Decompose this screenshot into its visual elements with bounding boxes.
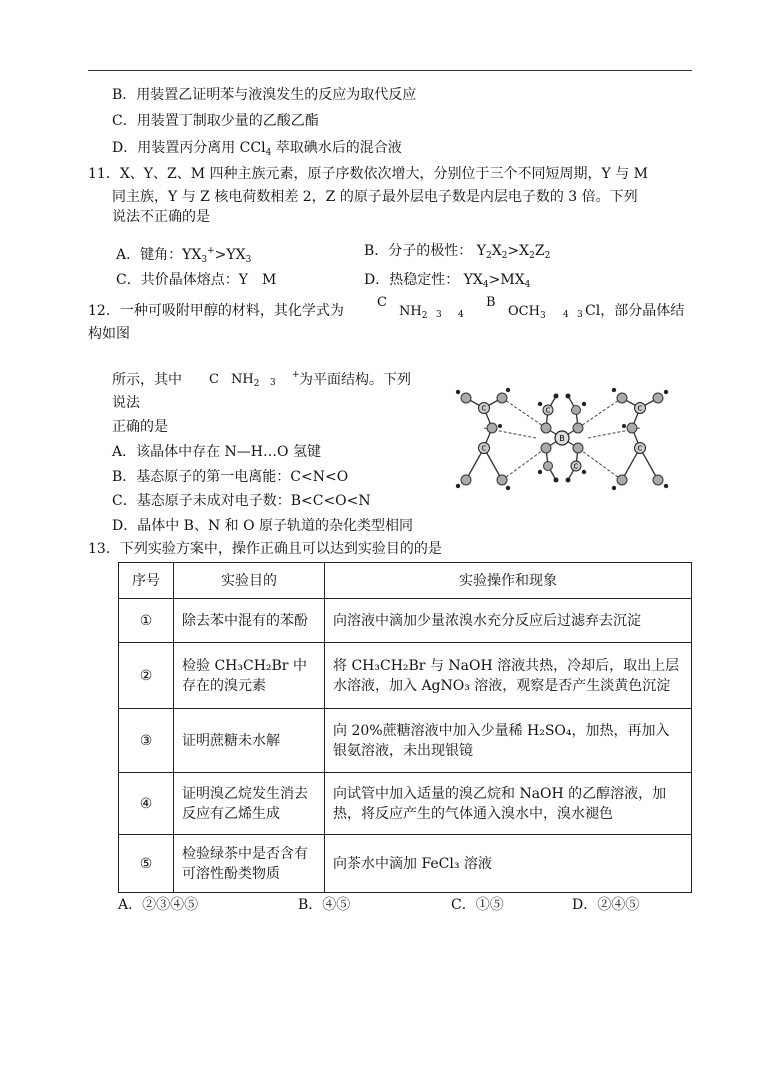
figure-label-c1: C — [481, 404, 487, 413]
row-purpose: 检验 CH₃CH₂Br 中存在的溴元素 — [174, 643, 325, 709]
row-no: ① — [119, 599, 174, 643]
figure-label-c4: C — [637, 444, 643, 453]
q12-formula-4b: 4 — [563, 310, 569, 320]
q12-option-b: B．基态原子的第一电离能：C<N<O — [112, 469, 349, 485]
q12-formula-och3: $OCH_3$ — [508, 304, 546, 321]
row-operation: 将 CH₃CH₂Br 与 NaOH 溶液共热，冷却后，取出上层水溶液，加入 AgNO₃ 溶液，观察是否产生淡黄色沉淀 — [325, 643, 692, 709]
crystal-structure-figure — [444, 368, 684, 508]
header-rule — [88, 70, 692, 71]
figure-label-c2: C — [481, 444, 487, 453]
q10-option-d: D．用装置丙分离用 CCl$_4$ 萃取碘水后的混合液 — [112, 140, 402, 158]
figure-label-c6: C — [573, 462, 579, 471]
header-purpose: 实验目的 — [174, 563, 325, 599]
q12-formula-b: B — [486, 295, 496, 310]
table-row — [119, 643, 692, 709]
q12-stem-line5: 正确的是 — [112, 419, 168, 435]
q12-line3-nh2: $NH_2$ — [231, 372, 260, 389]
q12-formula-4: 4 — [458, 310, 464, 320]
q10-option-c: C．用装置丁制取少量的乙酸乙酯 — [112, 113, 319, 129]
q12-option-c: C．基态原子未成对电子数：B<C<O<N — [112, 493, 371, 509]
row-purpose: 证明溴乙烷发生消去反应有乙烯生成 — [174, 773, 325, 835]
q13-stem: 13．下列实验方案中，操作正确且可以达到实验目的的是 — [88, 541, 442, 557]
q12-line3-post: 为平面结构。下列 — [299, 372, 411, 388]
q12-formula-3c: 3 — [577, 310, 583, 320]
q11-option-d: D．热稳定性： $YX_4>MX_4$ — [364, 272, 531, 290]
row-no: ③ — [119, 709, 174, 773]
row-operation: 向试管中加入适量的溴乙烷和 NaOH 的乙醇溶液，加热，将反应产生的气体通入溴水中，溴水褪色 — [325, 773, 692, 835]
row-operation: 向 20%蔗糖溶液中加入少量稀 H₂SO₄，加热，再加入银氨溶液，未出现银镜 — [325, 709, 692, 773]
q10-option-b: B．用装置乙证明苯与液溴发生的反应为取代反应 — [112, 87, 417, 103]
row-no: ⑤ — [119, 835, 174, 893]
q13-option-b: B．④⑤ — [298, 897, 351, 913]
q11-option-b: B．分子的极性： $Y_2X_2>X_2Z_2$ — [364, 243, 551, 261]
q11-stem-line1: 11．X、Y、Z、M 四种主族元素，原子序数依次增大，分别位于三个不同短周期，Y 与 M — [88, 166, 649, 182]
row-purpose: 除去苯中混有的苯酚 — [174, 599, 325, 643]
q12-stem-line2: 构如图 — [88, 326, 130, 342]
q12-stem-lead: 12．一种可吸附甲醇的材料，其化学式为 — [88, 303, 344, 319]
row-operation: 向茶水中滴加 FeCl₃ 溶液 — [325, 835, 692, 893]
q11-stem-line2: 同主族，Y 与 Z 核电荷数相差 2，Z 的原子最外层电子数是内层电子数的 3 倍。下列 — [112, 189, 638, 205]
q12-formula-nh2: $NH_2$ — [399, 304, 428, 321]
q13-option-c: C．①⑤ — [451, 897, 504, 913]
q11-option-c: C．共价晶体熔点：Y M — [116, 272, 277, 288]
figure-label-b: B — [559, 434, 565, 443]
q13-option-d: D．②④⑤ — [572, 897, 640, 913]
q12-formula-tail: Cl，部分晶体结 — [585, 303, 685, 319]
q12-line3-3: 3 — [270, 378, 276, 388]
q12-option-d: D．晶体中 B、N 和 O 原子轨道的杂化类型相同 — [112, 518, 414, 534]
q12-formula-3: 3 — [436, 310, 442, 320]
q12-line3-plus: + — [292, 370, 300, 380]
table-row — [119, 709, 692, 773]
row-operation: 向溶液中滴加少量浓溴水充分反应后过滤弃去沉淀 — [325, 599, 692, 643]
q11-option-a: A．键角：$YX_3^+>YX_3$ — [116, 246, 252, 265]
q12-stem-line4: 说法 — [112, 395, 140, 411]
row-purpose: 检验绿茶中是否含有可溶性酚类物质 — [174, 835, 325, 893]
table-row — [119, 773, 692, 835]
figure-label-c3: C — [637, 404, 643, 413]
experiment-table — [118, 562, 692, 893]
q11-stem-line3: 说法不正确的是 — [112, 209, 210, 225]
q13-option-a: A．②③④⑤ — [118, 897, 199, 913]
header-operation: 实验操作和现象 — [325, 563, 692, 599]
q12-line3-c: C — [209, 372, 219, 387]
table-row — [119, 835, 692, 893]
q12-formula-c: C — [377, 295, 387, 310]
table-row — [119, 599, 692, 643]
figure-label-c5: C — [545, 406, 551, 415]
q12-stem-line3: 所示，其中 — [112, 372, 182, 388]
row-no: ② — [119, 643, 174, 709]
row-purpose: 证明蔗糖未水解 — [174, 709, 325, 773]
q12-option-a: A．该晶体中存在 N—H…O 氢键 — [112, 444, 321, 460]
row-no: ④ — [119, 773, 174, 835]
table-header-row — [119, 563, 692, 599]
header-no: 序号 — [119, 563, 174, 599]
